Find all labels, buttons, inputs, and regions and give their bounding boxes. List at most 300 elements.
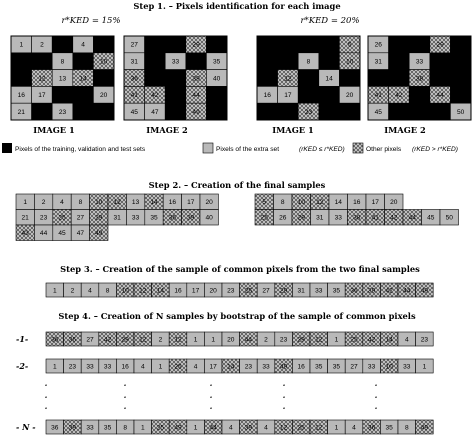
sample-cell — [16, 210, 34, 226]
pixel-cell — [450, 36, 471, 53]
cell-label: 38 — [415, 75, 424, 83]
sample-cell — [311, 194, 330, 210]
cell-label: 33 — [86, 363, 94, 371]
pixel-cell — [73, 86, 94, 103]
pixel-cell — [165, 70, 186, 87]
legend-black-label: Pixels of the training, validation and test sets — [15, 146, 146, 153]
cell-label: 14 — [385, 336, 393, 344]
bootstrap-cell — [187, 332, 205, 346]
common-cell — [416, 283, 434, 297]
common-cell — [310, 283, 328, 297]
pixel-cell — [52, 103, 73, 120]
cell-label: 1 — [52, 287, 57, 295]
pixel-cell — [11, 36, 32, 53]
pixel-cell — [11, 53, 32, 70]
image-grids — [11, 36, 471, 120]
cell-label: 27 — [262, 287, 270, 295]
pixel-cell — [257, 103, 278, 120]
pixel-cell — [93, 103, 114, 120]
bootstrap-cell — [46, 332, 64, 346]
sample-cell — [292, 194, 311, 210]
cell-label: 29 — [297, 336, 305, 344]
pixel-cell — [319, 53, 340, 70]
bootstrap-cell — [398, 420, 416, 434]
pixel-cell — [165, 36, 186, 53]
pixel-cell — [124, 86, 145, 103]
bootstrap-cell — [416, 359, 434, 373]
cell-label: 42 — [151, 92, 159, 100]
ellipsis-dot: · — [123, 380, 127, 390]
cell-label: 42 — [367, 336, 376, 344]
cell-label: 31 — [374, 58, 382, 66]
bootstrap-row-label: -1- — [16, 334, 29, 344]
cell-label: 1 — [23, 199, 28, 207]
pixel-cell — [124, 103, 145, 120]
sample-cell — [422, 210, 441, 226]
common-cell — [363, 283, 381, 297]
cell-label: 12 — [316, 199, 324, 207]
cell-label: 10 — [121, 287, 129, 295]
sample-cell — [403, 210, 422, 226]
pixel-cell — [32, 36, 53, 53]
cell-label: 23 — [420, 336, 429, 344]
cell-label: 23 — [39, 214, 48, 222]
pixel-cell — [73, 103, 94, 120]
bootstrap-cell — [416, 332, 434, 346]
cell-label: 10 — [95, 199, 103, 207]
pixel-cell — [257, 53, 278, 70]
cell-label: 29 — [192, 41, 200, 49]
cell-label: 2 — [41, 199, 46, 207]
bootstrap-cell — [275, 359, 293, 373]
sample-cell — [163, 210, 181, 226]
cell-label: 39 — [187, 214, 195, 222]
sample-cell — [16, 225, 34, 241]
cell-label: 12 — [139, 336, 147, 344]
cell-label: 12 — [139, 287, 147, 295]
image2-label-left: IMAGE 2 — [146, 125, 188, 135]
cell-label: 49 — [95, 230, 103, 238]
cell-label: 26 — [374, 41, 382, 49]
pixel-cell — [206, 103, 227, 120]
legend-hatch-label: Other pixels — [366, 146, 402, 153]
ellipsis-dot: · — [282, 380, 286, 390]
pixel-cell — [389, 86, 410, 103]
cell-label: 23 — [244, 363, 253, 371]
bootstrap-cell — [134, 359, 152, 373]
pixel-cell — [389, 53, 410, 70]
cell-label: 36 — [68, 336, 77, 344]
pixel-cell — [278, 53, 299, 70]
cell-label: 23 — [227, 287, 235, 295]
common-cell — [204, 283, 222, 297]
bootstrap-cell — [99, 420, 117, 434]
cell-label: 43 — [21, 230, 29, 238]
pixel-cell — [93, 53, 114, 70]
cell-label: 35 — [150, 214, 158, 222]
bootstrap-cell — [310, 332, 328, 346]
cell-label: 31 — [130, 58, 138, 66]
common-cell — [99, 283, 117, 297]
bootstrap-cell — [222, 359, 240, 373]
cell-label: 36 — [130, 75, 138, 83]
bootstrap-cell — [380, 420, 398, 434]
pixel-grid-2 — [124, 36, 227, 120]
bootstrap-cell — [116, 332, 134, 346]
cell-label: 47 — [76, 230, 85, 238]
bootstrap-cell — [363, 359, 381, 373]
legend-gray-formula: (rKED ≤ r*KED) — [299, 146, 345, 153]
sample-cell — [34, 225, 52, 241]
sample-cell — [145, 194, 163, 210]
cell-label: 1 — [140, 424, 145, 432]
cell-label: 20 — [390, 199, 398, 207]
pixel-cell — [409, 70, 430, 87]
pixel-cell — [430, 36, 451, 53]
cell-label: 1 — [193, 336, 198, 344]
pixel-cell — [93, 36, 114, 53]
pixel-cell — [339, 70, 360, 87]
bootstrap-cell — [152, 359, 170, 373]
legend-hatch-swatch — [353, 143, 363, 153]
bootstrap-cell — [328, 359, 346, 373]
ellipsis-dot: · — [123, 403, 127, 413]
pixel-cell — [278, 70, 299, 87]
cell-label: 39 — [192, 75, 200, 83]
pixel-cell — [278, 36, 299, 53]
bootstrap-cell — [257, 332, 275, 346]
bootstrap-cell — [81, 359, 99, 373]
cell-label: 44 — [436, 92, 444, 100]
ellipsis-dot: · — [209, 392, 213, 402]
pixel-cell — [186, 53, 207, 70]
ellipsis-dot: · — [374, 380, 378, 390]
cell-label: 1 — [211, 336, 216, 344]
bootstrap-cell — [240, 420, 258, 434]
cell-label: 16 — [263, 92, 271, 100]
bootstrap-cell — [204, 359, 222, 373]
sample-cell — [182, 194, 200, 210]
cell-label: 42 — [103, 336, 112, 344]
pixel-cell — [430, 103, 451, 120]
bootstrap-cell — [169, 420, 187, 434]
ellipsis-dot: · — [282, 403, 286, 413]
cell-label: 45 — [427, 214, 435, 222]
pixel-cell — [93, 86, 114, 103]
pixel-cell — [319, 70, 340, 87]
cell-label: 23 — [68, 363, 77, 371]
cell-label: 21 — [21, 214, 29, 222]
cell-label: 33 — [103, 363, 112, 371]
cell-label: 10 — [346, 58, 354, 66]
common-cell — [257, 283, 275, 297]
cell-label: 38 — [353, 214, 361, 222]
cell-label: 10 — [385, 363, 393, 371]
bootstrap-row-label: -2- — [16, 361, 29, 371]
common-pixels-row — [46, 283, 433, 297]
pixel-cell — [339, 53, 360, 70]
cell-label: 20 — [205, 199, 213, 207]
pixel-cell — [145, 70, 166, 87]
cell-label: 45 — [130, 108, 138, 116]
sample-cell — [126, 210, 144, 226]
ellipsis-dot: · — [123, 392, 127, 402]
sample-cell — [292, 210, 311, 226]
sample-cell — [311, 210, 330, 226]
cell-label: 47 — [151, 108, 159, 116]
sample-cell — [329, 194, 348, 210]
cell-label: 12 — [113, 199, 121, 207]
cell-label: 4 — [88, 287, 92, 295]
cell-label: 23 — [304, 108, 313, 116]
cell-label: 17 — [187, 199, 195, 207]
pixel-cell — [257, 86, 278, 103]
bootstrap-cell — [116, 359, 134, 373]
ellipsis-dot: · — [209, 403, 213, 413]
cell-label: 16 — [17, 92, 25, 100]
cell-label: 35 — [103, 424, 112, 432]
sample-cell — [108, 194, 126, 210]
bootstrap-cell — [240, 332, 258, 346]
cell-label: 33 — [262, 363, 270, 371]
sample-cell — [366, 194, 385, 210]
sample-cell — [348, 210, 367, 226]
cell-label: 44 — [192, 92, 200, 100]
pixel-cell — [298, 103, 319, 120]
bootstrap-cell — [398, 332, 416, 346]
pixel-cell — [52, 70, 73, 87]
pixel-cell — [409, 86, 430, 103]
cell-label: 8 — [60, 58, 65, 66]
cell-label: 25 — [297, 424, 305, 432]
cell-label: 20 — [227, 336, 235, 344]
pixel-cell — [52, 36, 73, 53]
cell-label: 25 — [260, 214, 268, 222]
cell-label: 1 — [334, 424, 339, 432]
common-cell — [292, 283, 310, 297]
common-cell — [81, 283, 99, 297]
pixel-cell — [298, 53, 319, 70]
common-cell — [328, 283, 346, 297]
cell-label: 14 — [334, 199, 342, 207]
common-cell — [222, 283, 240, 297]
cell-label: 25 — [244, 287, 253, 295]
common-cell — [64, 283, 82, 297]
ellipsis-dot: · — [44, 392, 48, 402]
cell-label: 4 — [60, 199, 64, 207]
cell-label: 36 — [367, 424, 376, 432]
threshold-right: r*KED = 20% — [300, 16, 360, 26]
pixel-cell — [73, 70, 94, 87]
cell-label: 1 — [19, 41, 24, 49]
cell-label: 2 — [264, 336, 268, 344]
cell-label: 4 — [140, 363, 145, 371]
bootstrap-cell — [46, 420, 64, 434]
cell-label: 35 — [332, 287, 341, 295]
pixel-cell — [165, 53, 186, 70]
pixel-cell — [450, 70, 471, 87]
cell-label: 12 — [279, 424, 288, 432]
common-cell — [134, 283, 152, 297]
legend-hatch-formula: (rKED > r*KED) — [412, 146, 458, 153]
pixel-cell — [319, 103, 340, 120]
pixel-cell — [32, 53, 53, 70]
pixel-cell — [278, 86, 299, 103]
cell-label: 4 — [81, 41, 85, 49]
sample-cell — [329, 210, 348, 226]
bootstrap-cell — [64, 332, 82, 346]
cell-label: 42 — [395, 92, 403, 100]
sample-cell — [200, 194, 218, 210]
cell-label: 49 — [420, 287, 429, 295]
ellipsis-dot: · — [209, 380, 213, 390]
cell-label: 16 — [353, 199, 361, 207]
sample-cell — [108, 210, 126, 226]
cell-label: 42 — [385, 287, 393, 295]
bootstrap-cell — [416, 420, 434, 434]
pixel-cell — [52, 53, 73, 70]
final-sample-left — [16, 194, 218, 241]
legend-gray-swatch — [203, 143, 213, 153]
sample-cell — [90, 225, 108, 241]
sample-cell — [182, 210, 200, 226]
cell-label: 39 — [68, 424, 77, 432]
bootstrap-cell — [46, 359, 64, 373]
sample-cell — [145, 210, 163, 226]
common-cell — [275, 283, 293, 297]
cell-label: 39 — [367, 287, 376, 295]
cell-label: 14 — [156, 287, 165, 295]
bootstrap-row-label: - N - — [16, 422, 36, 432]
pixel-cell — [450, 53, 471, 70]
cell-label: 8 — [280, 199, 285, 207]
cell-label: 14 — [150, 199, 158, 207]
cell-label: 29 — [121, 336, 129, 344]
sample-cell — [53, 194, 71, 210]
sample-cell — [71, 225, 89, 241]
pixel-cell — [11, 103, 32, 120]
pixel-cell — [124, 53, 145, 70]
step3-title: Step 3. – Creation of the sample of common pixels from the two final samples — [60, 264, 420, 274]
pixel-cell — [206, 36, 227, 53]
cell-label: 25 — [156, 424, 165, 432]
cell-label: 4 — [228, 424, 233, 432]
sample-cell — [274, 210, 293, 226]
cell-label: 33 — [367, 363, 376, 371]
cell-label: 5 — [347, 41, 352, 49]
cell-label: 10 — [100, 58, 108, 66]
cell-label: 8 — [78, 199, 83, 207]
bootstrap-cell — [81, 420, 99, 434]
cell-label: 39 — [244, 424, 253, 432]
pixel-cell — [319, 36, 340, 53]
image1-label-left: IMAGE 1 — [33, 125, 75, 135]
step1-title: Step 1. – Pixels identification for each image — [133, 1, 341, 11]
final-sample-right — [255, 194, 459, 225]
pixel-cell — [389, 36, 410, 53]
bootstrap-cell — [398, 359, 416, 373]
pixel-grid-3 — [257, 36, 360, 120]
bootstrap-cell — [204, 332, 222, 346]
sample-cell — [53, 210, 71, 226]
sample-cell — [34, 194, 52, 210]
cell-label: 33 — [86, 424, 94, 432]
pixel-cell — [368, 103, 389, 120]
common-cell — [240, 283, 258, 297]
pixel-cell — [93, 70, 114, 87]
pixel-cell — [430, 53, 451, 70]
pixel-cell — [32, 70, 53, 87]
cell-label: 17 — [38, 92, 46, 100]
sample-cell — [440, 210, 459, 226]
sample-cell — [126, 194, 144, 210]
pixel-cell — [368, 86, 389, 103]
sample-cell — [71, 210, 89, 226]
cell-label: 41 — [374, 92, 382, 100]
bootstrap-cell — [81, 332, 99, 346]
cell-label: 16 — [168, 199, 177, 207]
cell-label: 1 — [52, 363, 57, 371]
pixel-grid-1 — [11, 36, 114, 120]
cell-label: 16 — [297, 363, 305, 371]
pixel-cell — [339, 103, 360, 120]
cell-label: 14 — [227, 363, 235, 371]
cell-label: 44 — [408, 214, 416, 222]
cell-label: 25 — [58, 214, 66, 222]
pixel-cell — [165, 103, 186, 120]
cell-label: 49 — [192, 108, 200, 116]
cell-label: 1 — [193, 424, 198, 432]
common-cell — [187, 283, 205, 297]
cell-label: 41 — [371, 214, 379, 222]
bootstrap-cell — [222, 332, 240, 346]
common-cell — [152, 283, 170, 297]
sample-cell — [274, 194, 293, 210]
bootstrap-cell — [64, 420, 82, 434]
sample-cell — [366, 210, 385, 226]
cell-label: 12 — [174, 336, 182, 344]
bootstrap-cell — [380, 332, 398, 346]
cell-label: 25 — [350, 336, 358, 344]
cell-label: 4 — [404, 336, 409, 344]
pixel-cell — [368, 36, 389, 53]
cell-label: 29 — [436, 41, 444, 49]
sample-cell — [34, 210, 52, 226]
cell-label: 2 — [158, 336, 163, 344]
pixel-cell — [32, 103, 53, 120]
bootstrap-cell — [240, 359, 258, 373]
cell-label: 12 — [315, 424, 323, 432]
cell-label: 49 — [279, 363, 288, 371]
cell-label: 4 — [352, 424, 356, 432]
cell-label: 1 — [334, 336, 339, 344]
pixel-cell — [298, 86, 319, 103]
pixel-cell — [298, 70, 319, 87]
cell-label: 26 — [279, 214, 287, 222]
cell-label: 27 — [76, 214, 85, 222]
legend — [2, 143, 458, 153]
pixel-cell — [145, 103, 166, 120]
cell-label: 31 — [316, 214, 324, 222]
pixel-cell — [206, 53, 227, 70]
pixel-cell — [368, 70, 389, 87]
sample-cell — [200, 210, 218, 226]
cell-label: 45 — [374, 108, 382, 116]
pixel-cell — [450, 103, 471, 120]
cell-label: 35 — [332, 363, 341, 371]
cell-label: 5 — [262, 199, 267, 207]
bootstrap-cell — [292, 359, 310, 373]
